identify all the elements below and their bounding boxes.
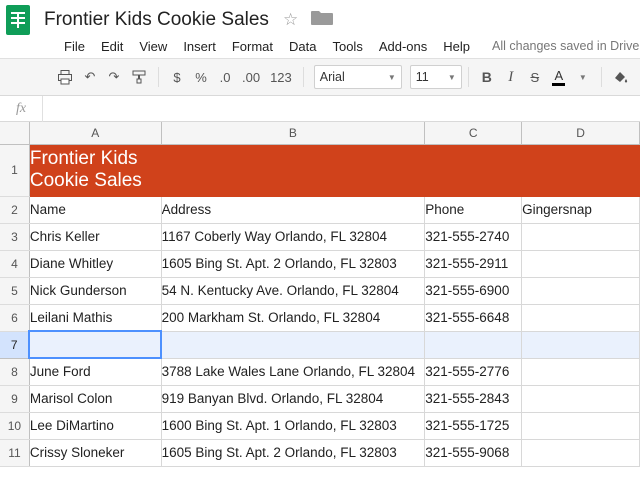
cell-d9[interactable] (522, 385, 640, 412)
title-banner-line2: Cookie Sales (29, 170, 142, 191)
menu-item-edit[interactable]: Edit (100, 38, 124, 54)
text-color-button[interactable] (547, 64, 571, 90)
cell-d3[interactable] (522, 223, 640, 250)
cell-c9[interactable]: 321-555-2843 (425, 385, 522, 412)
header-cell-address[interactable]: Address (161, 196, 425, 223)
chevron-down-icon: ▼ (387, 72, 396, 82)
row-header-2[interactable]: 2 (0, 196, 29, 223)
table-row (0, 304, 640, 331)
menu-item-help[interactable]: Help (443, 38, 470, 54)
row-header-11[interactable]: 11 (0, 439, 29, 466)
table-row (0, 439, 640, 466)
italic-button[interactable]: I (508, 68, 514, 85)
toolbar-separator (158, 67, 159, 87)
text-color-chevron-down-icon[interactable]: ▼ (578, 72, 587, 82)
currency-format-button[interactable]: $ (173, 69, 181, 85)
cell-d7[interactable] (522, 331, 640, 358)
column-header-c[interactable]: C (425, 122, 522, 144)
bold-button[interactable]: B (481, 69, 492, 85)
cell-c3[interactable]: 321-555-2740 (425, 223, 522, 250)
cell-b5[interactable]: 54 N. Kentucky Ave. Orlando, FL 32804 (161, 277, 425, 304)
header-cell-phone[interactable]: Phone (425, 196, 522, 223)
row-header-7[interactable]: 7 (0, 331, 29, 358)
more-formats-button[interactable]: 123 (270, 69, 292, 85)
fx-label: fx (15, 100, 27, 116)
cell-a8[interactable]: June Ford (29, 358, 161, 385)
font-size-value: 11 (415, 70, 429, 84)
cell-a9[interactable]: Marisol Colon (29, 385, 161, 412)
cell-a7-active[interactable] (29, 331, 161, 358)
cell-d11[interactable] (522, 439, 640, 466)
toolbar (0, 58, 640, 96)
table-row (0, 358, 640, 385)
cell-c10[interactable]: 321-555-1725 (425, 412, 522, 439)
cell-b3[interactable]: 1167 Coberly Way Orlando, FL 32804 (161, 223, 425, 250)
menu-bar (0, 34, 640, 58)
toolbar-separator (601, 67, 602, 87)
cell-c11[interactable]: 321-555-9068 (425, 439, 522, 466)
cell-a5[interactable]: Nick Gunderson (29, 277, 161, 304)
select-all-corner[interactable] (0, 122, 29, 144)
table-row (0, 250, 640, 277)
formula-bar (0, 96, 640, 122)
cell-b8[interactable]: 3788 Lake Wales Lane Orlando, FL 32804 (161, 358, 425, 385)
font-family-select[interactable] (314, 65, 402, 89)
cell-b4[interactable]: 1605 Bing St. Apt. 2 Orlando, FL 32803 (161, 250, 425, 277)
document-title[interactable]: Frontier Kids Cookie Sales (44, 9, 269, 30)
row-header-10[interactable]: 10 (0, 412, 29, 439)
menu-item-insert[interactable]: Insert (183, 38, 216, 54)
cell-c8[interactable]: 321-555-2776 (425, 358, 522, 385)
cell-d10[interactable] (522, 412, 640, 439)
decrease-decimal-button[interactable]: .0 (219, 69, 231, 85)
menu-item-addons[interactable]: Add-ons (378, 38, 428, 54)
cell-c5[interactable]: 321-555-6900 (425, 277, 522, 304)
table-row (0, 144, 640, 196)
row-header-5[interactable]: 5 (0, 277, 29, 304)
title-banner-cell-d[interactable] (522, 144, 640, 196)
formula-input[interactable] (43, 96, 640, 122)
toolbar-separator (303, 67, 304, 87)
column-header-a[interactable]: A (29, 122, 161, 144)
title-banner-line1: Frontier Kids (29, 148, 138, 169)
menu-item-tools[interactable]: Tools (332, 38, 363, 54)
menu-item-format[interactable]: Format (231, 38, 273, 54)
print-icon[interactable] (52, 64, 78, 90)
fill-color-icon[interactable] (608, 64, 634, 90)
strikethrough-button[interactable]: S (530, 69, 540, 85)
table-row (0, 277, 640, 304)
toolbar-separator (468, 67, 469, 87)
percent-format-button[interactable]: % (195, 69, 207, 85)
column-header-b[interactable]: B (161, 122, 425, 144)
cell-b10[interactable]: 1600 Bing St. Apt. 1 Orlando, FL 32803 (161, 412, 425, 439)
spreadsheet-grid (0, 122, 640, 480)
cell-d4[interactable] (522, 250, 640, 277)
increase-decimal-button[interactable]: .00 (242, 69, 261, 85)
redo-icon[interactable]: ↷ (108, 69, 120, 84)
row-header-4[interactable]: 4 (0, 250, 29, 277)
column-header-d[interactable]: D (522, 122, 640, 144)
row-header-8[interactable]: 8 (0, 358, 29, 385)
star-outline-icon[interactable]: ☆ (282, 10, 299, 29)
table-row (0, 196, 640, 223)
font-size-select[interactable] (410, 65, 462, 89)
cell-b7[interactable] (161, 331, 425, 358)
cell-d8[interactable] (522, 358, 640, 385)
save-status-label: All changes saved in Drive (492, 39, 640, 53)
cell-b6[interactable]: 200 Markham St. Orlando, FL 32804 (161, 304, 425, 331)
title-banner-cell[interactable] (29, 144, 521, 196)
text-color-swatch (552, 83, 565, 86)
font-family-value: Arial (319, 70, 345, 84)
menu-item-data[interactable]: Data (289, 38, 317, 54)
table-row-selected (0, 331, 640, 358)
table-row (0, 385, 640, 412)
cell-c7[interactable] (425, 331, 522, 358)
table-row (0, 412, 640, 439)
grid-table (0, 122, 640, 467)
cell-c4[interactable]: 321-555-2911 (425, 250, 522, 277)
row-header-1[interactable]: 1 (0, 144, 29, 196)
header-cell-name[interactable]: Name (29, 196, 161, 223)
column-header-row (0, 122, 640, 144)
cell-c6[interactable]: 321-555-6648 (425, 304, 522, 331)
cell-d6[interactable] (522, 304, 640, 331)
menu-item-view[interactable]: View (139, 38, 168, 54)
text-color-letter: A (554, 67, 564, 83)
menu-item-file[interactable]: File (64, 38, 85, 54)
row-header-3[interactable]: 3 (0, 223, 29, 250)
cell-a4[interactable]: Diane Whitley (29, 250, 161, 277)
cell-d5[interactable] (522, 277, 640, 304)
row-header-9[interactable]: 9 (0, 385, 29, 412)
header-cell-gingersnap[interactable]: Gingersnap (522, 196, 640, 223)
cell-a3[interactable]: Chris Keller (29, 223, 161, 250)
cell-b9[interactable]: 919 Banyan Blvd. Orlando, FL 32804 (161, 385, 425, 412)
folder-icon[interactable] (310, 9, 334, 32)
paint-format-icon[interactable] (126, 64, 152, 90)
row-header-6[interactable]: 6 (0, 304, 29, 331)
table-row (0, 223, 640, 250)
undo-icon[interactable]: ↶ (84, 69, 96, 84)
cell-a10[interactable]: Lee DiMartino (29, 412, 161, 439)
cell-b11[interactable]: 1605 Bing St. Apt. 2 Orlando, FL 32803 (161, 439, 425, 466)
cell-a11[interactable]: Crissy Sloneker (29, 439, 161, 466)
cell-a6[interactable]: Leilani Mathis (29, 304, 161, 331)
chevron-down-icon: ▼ (447, 72, 456, 82)
